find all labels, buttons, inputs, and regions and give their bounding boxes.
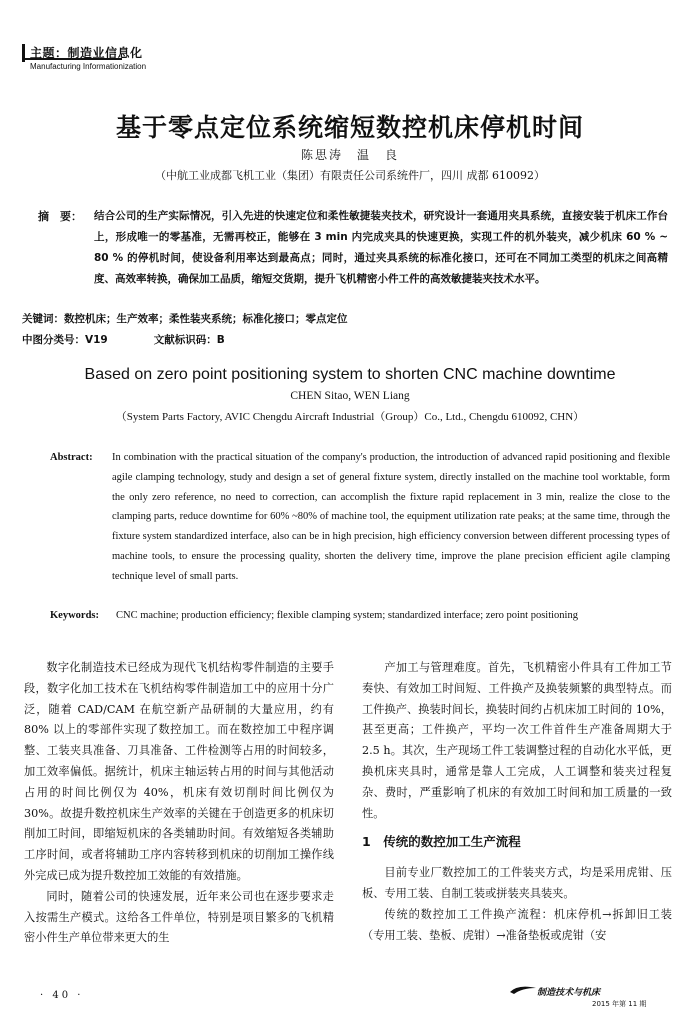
paragraph: 产加工与管理难度。首先，飞机精密小件具有工件加工节奏快、有效加工时间短、工件换产及换装频繁的典型特点。而工件换产、换装时间长，换装时间约占机床加工时间的 10%，甚至更高；工件换产，平均一次工件首件生产准备周期大于 2.5 h。其次，生产现场工件工装调整过程的自动化水平低，更换机床夹具时，通常是靠人工完成，人工调整和装夹过程复杂、费时，严重影响了机床的有效加工时间和加工质量的一致性。 <box>362 661 672 820</box>
classification-cn <box>22 332 225 347</box>
authors-cn: 陈思涛 温 良 <box>300 148 399 162</box>
abstract-en-text: In combination with the practical situation of the company's production, the introduction of advanced rapid positioning and flexible agile clamping technology, study and design a set of general fixture system, directly installed on the machine tool worktable, form the only zero reference, no need to correction, can accomplish the fixture rapid replacement in 3 min, realize the close to the clamping parts, reduce downtime for 60% ~80% of machine tool, the equipment utilization rate peaks; at the same time, through the fixture system standardized interface, also can be in high precision, high efficiency conversion between different processing types of machine tools, to ensure the processing quality, shorten the delivery time, improve the plane precision efficient agile clamping technique level of small parts. <box>112 452 670 582</box>
paragraph: 同时，随着公司的快速发展，近年来公司也在逐步要求走入按需生产模式。这给各工件单位，特别是项目繁多的飞机精密小件生产单位带来更大的生 <box>24 889 334 945</box>
keywords-en-label: Keywords: <box>50 610 99 621</box>
paragraph: 数字化制造技术已经成为现代飞机结构零件制造的主要手段，数字化加工技术在飞机结构零件制造加工中的应用十分广泛，随着 CAD/CAM 在航空新产品研制的大量应用，约有 80% 以上的零部件实现了数控加工。而在数控加工中程序调整、工装夹具准备、刀具准备、工件检测等占用的时间较多，加工效率偏低。据统计，机床主轴运转占用的时间与其他活动占用的时间比例仅为 40%，机床有效切削时间比例仅为 30%。故提升数控机床生产效率的关键在于创造更多的机床切削加工时间，即缩短机床的各类辅助时间。有效缩短各类辅助工序时间，或者将辅助工序内容转移到机床的切削加工操作线外完成已成为提升数控加工效能的有效措施。 <box>24 661 334 882</box>
keywords-en <box>50 606 670 626</box>
journal-logo-icon <box>508 982 538 996</box>
section-heading: 1 传统的数控加工生产流程 <box>362 834 521 850</box>
issue-label: 2015 年第 11 期 <box>592 1000 647 1008</box>
affiliation-en: （System Parts Factory, AVIC Chengdu Aircraft Industrial（Group）Co., Ltd., Chengdu 610092, CHN） <box>115 411 585 423</box>
affiliation-cn: （中航工业成都飞机工业（集团）有限责任公司系统件厂，四川 成都 610092） <box>155 169 545 182</box>
clc-number: 中图分类号：V19 <box>22 334 108 346</box>
paragraph: 目前专业厂数控加工的工件装夹方式，均是采用虎钳、压板、专用工装、自制工装或拼装夹具装夹。 <box>362 866 672 900</box>
journal-name: 制造技术与机床 <box>537 988 601 998</box>
keywords-en-text: CNC machine; production efficiency; flexible clamping system; standardized interface; zero point positioning <box>116 610 578 621</box>
paper-title-cn: 基于零点定位系统缩短数控机床停机时间 <box>115 113 584 142</box>
paragraph: 传统的数控加工工件换产流程：机床停机→拆卸旧工装（专用工装、垫板、虎钳）→准备垫板或虎钳（安 <box>362 907 672 942</box>
column-title: 主题：制造业信息化 <box>30 46 143 60</box>
keywords-cn: 关键词：数控机床；生产效率；柔性装夹系统；标准化接口；零点定位 <box>22 313 348 325</box>
document-code: 文献标识码：B <box>153 334 225 346</box>
page-number: · 40 · <box>40 990 84 1001</box>
paper-title-en: Based on zero point positioning system to shorten CNC machine downtime <box>84 366 616 383</box>
abstract-en <box>50 448 670 587</box>
abstract-cn-label: 摘 要： <box>38 210 82 223</box>
abstract-en-label: Abstract: <box>50 452 93 463</box>
body-column-left <box>24 658 334 949</box>
abstract-cn <box>38 206 668 290</box>
column-subtitle: Manufacturing Informationization <box>30 62 147 71</box>
authors-en: CHEN Sitao, WEN Liang <box>290 390 410 402</box>
abstract-cn-text: 结合公司的生产实际情况，引入先进的快速定位和柔性敏捷装夹技术，研究设计一套通用夹具系统，直接安装于机床工作台上，形成唯一的零基准，无需再校正，能够在 3 min 内完成夹具的快速更换，实现工件的机外装夹，减少机床 60 % ~ 80 % 的停机时间，使设备利用率达到最高点；同时，通过夹具系统的标准化接口，还可在不同加工类型的机床之间高精度、高效率转换，确保加工品质，缩短交货期，提升飞机精密小件工件的高效敏捷装夹技术水平。 <box>94 210 668 285</box>
body-column-right <box>362 658 672 946</box>
